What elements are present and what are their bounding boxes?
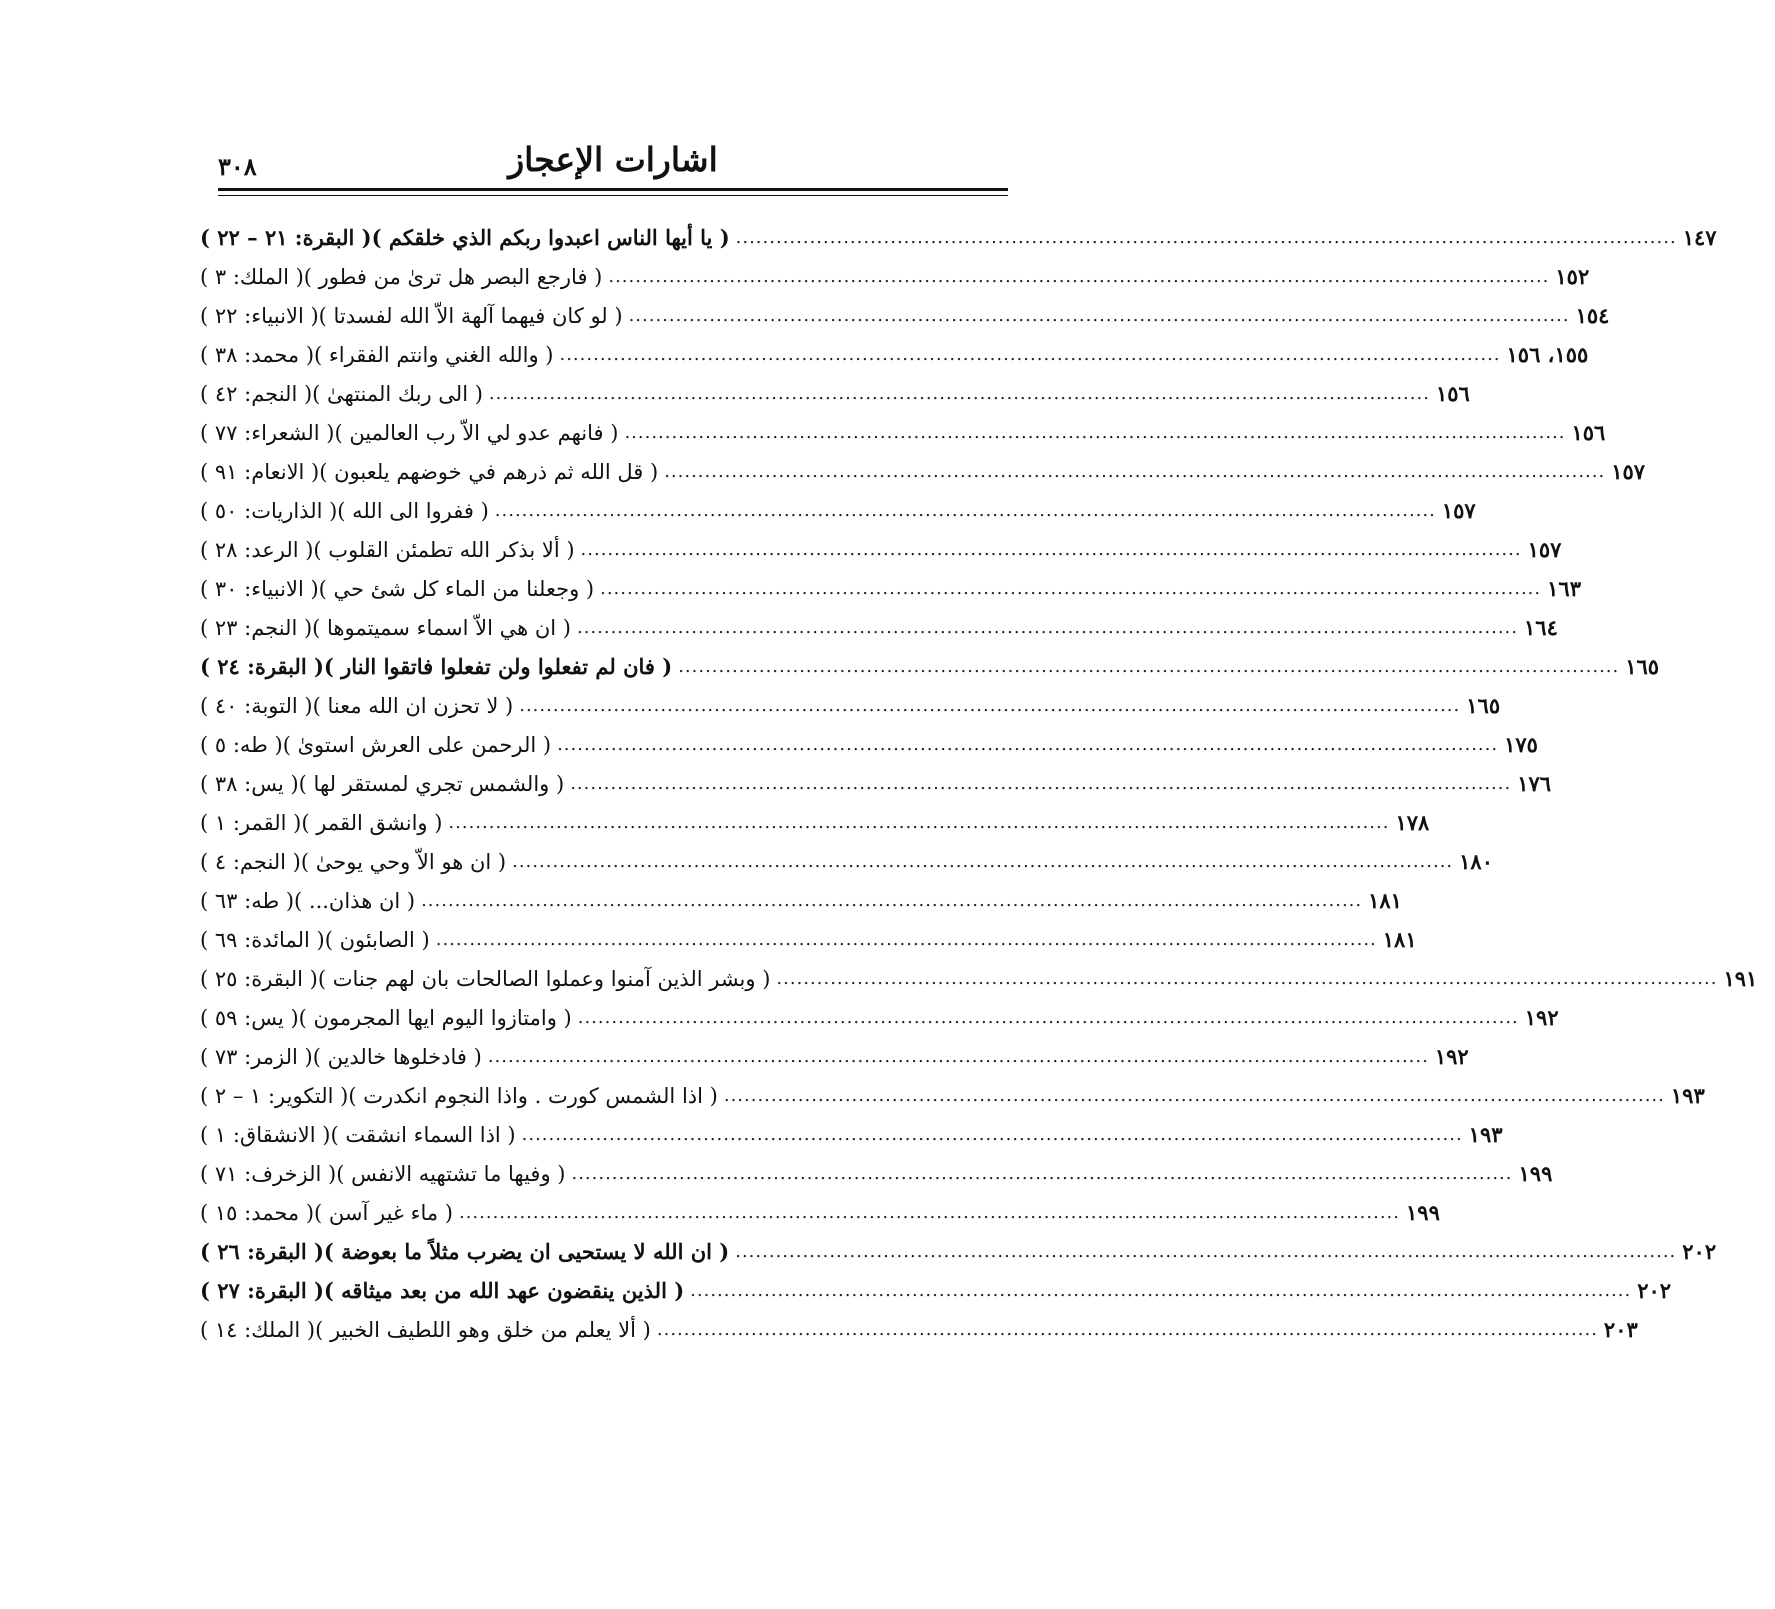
- entry-page-number: ١٥٢: [1555, 264, 1590, 289]
- verse-reference: ( والله الغني وانتم الفقراء )( محمد: ٣٨ ): [200, 342, 554, 367]
- dot-leader: ............................................................................................................................................: [690, 1280, 1632, 1301]
- dot-leader: ............................................................................................................................................: [678, 656, 1620, 677]
- dot-leader: ............................................................................................................................................: [723, 1085, 1665, 1106]
- index-entry: [200, 1037, 1469, 1076]
- verse-reference: ( وامتازوا اليوم ايها المجرمون )( يس: ٥٩ ): [200, 1005, 572, 1030]
- entry-page-number: ١٨١: [1368, 888, 1402, 913]
- verse-reference: ( ألا بذكر الله تطمئن القلوب )( الرعد: ٢٨ ): [200, 537, 575, 562]
- index-entry: [200, 374, 1470, 413]
- dot-leader: ............................................................................................................................................: [521, 1124, 1463, 1145]
- entry-page-number: ١٩٩: [1406, 1200, 1440, 1225]
- entry-page-number: ١٨١: [1382, 927, 1417, 952]
- verse-reference: ( فان لم تفعلوا ولن تفعلوا فاتقوا النار )( البقرة: ٢٤ ): [200, 654, 673, 679]
- dot-leader: ............................................................................................................................................: [512, 851, 1454, 872]
- index-entry: [200, 1115, 1503, 1154]
- index-entry: [200, 296, 1610, 335]
- entry-page-number: ٢٠٢: [1637, 1278, 1672, 1303]
- index-entry: [200, 764, 1552, 803]
- entry-page-number: ١٥٦: [1571, 420, 1606, 445]
- entry-page-number: ١٩٣: [1468, 1122, 1503, 1147]
- index-entry: [200, 413, 1606, 452]
- verse-reference: ( ان هي الاّ اسماء سميتموها )( النجم: ٢٣ ): [200, 615, 571, 640]
- dot-leader: ............................................................................................................................................: [559, 344, 1501, 365]
- dot-leader: ............................................................................................................................................: [494, 500, 1436, 521]
- dot-leader: ............................................................................................................................................: [571, 1163, 1513, 1184]
- entry-page-number: ١٧٥: [1504, 732, 1538, 757]
- dot-leader: ............................................................................................................................................: [421, 890, 1363, 911]
- entry-page-number: ١٨٠: [1459, 849, 1493, 874]
- index-entry: [200, 1232, 1717, 1271]
- verse-reference: ( الرحمن على العرش استوىٰ )( طه: ٥ ): [200, 732, 552, 757]
- index-entry: [200, 491, 1476, 530]
- entry-page-number: ١٦٥: [1466, 693, 1501, 718]
- dot-leader: ............................................................................................................................................: [557, 734, 1499, 755]
- index-entry: [200, 530, 1562, 569]
- verse-reference: ( وجعلنا من الماء كل شئ حي )( الانبياء: ٣٠ ): [200, 576, 595, 601]
- index-entry: [200, 1310, 1638, 1349]
- index-entry: [200, 569, 1581, 608]
- verse-reference: ( فارجع البصر هل ترىٰ من فطور )( الملك: ٣ ): [200, 264, 603, 289]
- verse-reference: ( وفيها ما تشتهيه الانفس )( الزخرف: ٧١ ): [200, 1161, 566, 1186]
- index-entry: [200, 1271, 1672, 1310]
- index-entry: [200, 725, 1538, 764]
- index-entry: [200, 803, 1430, 842]
- entry-page-number: ١٥٥، ١٥٦: [1506, 342, 1589, 367]
- entry-page-number: ١٦٣: [1547, 576, 1581, 601]
- index-entry: [200, 608, 1558, 647]
- verse-reference: ( فانهم عدو لي الاّ رب العالمين )( الشعراء: ٧٧ ): [200, 420, 619, 445]
- entry-page-number: ١٧٦: [1517, 771, 1552, 796]
- index-entry: [200, 920, 1417, 959]
- verse-reference: ( ففروا الى الله )( الذاريات: ٥٠ ): [200, 498, 489, 523]
- entry-page-number: ١٩٢: [1524, 1005, 1559, 1030]
- verse-reference: ( ان هو الاّ وحي يوحىٰ )( النجم: ٤ ): [200, 849, 507, 874]
- entry-page-number: ٢٠٣: [1603, 1317, 1638, 1342]
- entry-page-number: ١٧٨: [1395, 810, 1430, 835]
- index-entry: [200, 257, 1590, 296]
- entry-page-number: ١٦٤: [1524, 615, 1558, 640]
- index-entry: [200, 218, 1717, 257]
- dot-leader: ............................................................................................................................................: [628, 305, 1570, 326]
- page-number: ٣٠٨: [218, 152, 257, 181]
- dot-leader: ............................................................................................................................................: [577, 1007, 1519, 1028]
- dot-leader: ............................................................................................................................................: [487, 1046, 1429, 1067]
- verse-reference: ( ماء غير آسن )( محمد: ١٥ ): [200, 1200, 453, 1225]
- index-entry: [200, 335, 1589, 374]
- verse-reference: ( اذا السماء انشقت )( الانشقاق: ١ ): [200, 1122, 516, 1147]
- dot-leader: ............................................................................................................................................: [576, 617, 1519, 638]
- index-entry: [200, 452, 1646, 491]
- index-entry: [200, 881, 1402, 920]
- entry-page-number: ١٥٦: [1435, 381, 1470, 406]
- entry-page-number: ١٩٢: [1434, 1044, 1469, 1069]
- dot-leader: ............................................................................................................................................: [519, 695, 1461, 716]
- dot-leader: ............................................................................................................................................: [488, 383, 1430, 404]
- dot-leader: ............................................................................................................................................: [656, 1319, 1598, 1340]
- index-entry: [200, 1154, 1553, 1193]
- entry-page-number: ١٩١: [1723, 966, 1758, 991]
- dot-leader: ............................................................................................................................................: [580, 539, 1522, 560]
- verse-reference: ( لا تحزن ان الله معنا )( التوبة: ٤٠ ): [200, 693, 514, 718]
- dot-leader: ............................................................................................................................................: [664, 461, 1606, 482]
- verse-reference: ( الذين ينقضون عهد الله من بعد ميثاقه )( البقرة: ٢٧ ): [200, 1278, 685, 1303]
- verse-reference: ( ان هذان... )( طه: ٦٣ ): [200, 888, 416, 913]
- dot-leader: ............................................................................................................................................: [458, 1202, 1401, 1223]
- index-entry: [200, 1193, 1440, 1232]
- verse-reference: ( يا أيها الناس اعبدوا ربكم الذي خلقكم )( البقرة: ٢١ – ٢٢ ): [200, 225, 730, 250]
- verse-reference: ( ان الله لا يستحيى ان يضرب مثلاً ما بعوضة )( البقرة: ٢٦ ): [200, 1239, 730, 1264]
- index-entry: [200, 647, 1660, 686]
- dot-leader: ............................................................................................................................................: [600, 578, 1542, 599]
- entry-page-number: ١٥٧: [1527, 537, 1562, 562]
- entry-page-number: ٢٠٢: [1682, 1239, 1717, 1264]
- verse-reference: ( لو كان فيهما آلهة الاّ الله لفسدتا )( الانبياء: ٢٢ ): [200, 303, 623, 328]
- dot-leader: ............................................................................................................................................: [735, 227, 1677, 248]
- dot-leader: ............................................................................................................................................: [435, 929, 1377, 950]
- dot-leader: ............................................................................................................................................: [624, 422, 1566, 443]
- entry-page-number: ١٤٧: [1682, 225, 1717, 250]
- dot-leader: ............................................................................................................................................: [448, 812, 1390, 833]
- verse-reference: ( والشمس تجري لمستقر لها )( يس: ٣٨ ): [200, 771, 565, 796]
- header-rule-thick: [218, 188, 1008, 191]
- book-title: اشارات الإعجاز: [508, 140, 718, 179]
- entry-page-number: ١٩٣: [1670, 1083, 1705, 1108]
- verse-reference: ( ألا يعلم من خلق وهو اللطيف الخبير )( الملك: ١٤ ): [200, 1317, 651, 1342]
- verse-reference: ( الصابئون )( المائدة: ٦٩ ): [200, 927, 430, 952]
- verse-reference: ( فادخلوها خالدين )( الزمر: ٧٣ ): [200, 1044, 482, 1069]
- dot-leader: ............................................................................................................................................: [735, 1241, 1677, 1262]
- dot-leader: ............................................................................................................................................: [776, 968, 1718, 989]
- verse-reference: ( الى ربك المنتهىٰ )( النجم: ٤٢ ): [200, 381, 483, 406]
- entry-page-number: ١٦٥: [1625, 654, 1660, 679]
- index-entry: [200, 959, 1758, 998]
- verse-index-list: [200, 218, 1758, 1349]
- entry-page-number: ١٥٤: [1575, 303, 1610, 328]
- running-header: [218, 138, 1008, 188]
- index-entry: [200, 1076, 1705, 1115]
- verse-reference: ( قل الله ثم ذرهم في خوضهم يلعبون )( الانعام: ٩١ ): [200, 459, 659, 484]
- index-entry: [200, 686, 1501, 725]
- dot-leader: ............................................................................................................................................: [570, 773, 1512, 794]
- entry-page-number: ١٥٧: [1611, 459, 1646, 484]
- verse-reference: ( اذا الشمس كورت . واذا النجوم انكدرت )( التكوير: ١ – ٢ ): [200, 1083, 718, 1108]
- index-entry: [200, 998, 1559, 1037]
- verse-reference: ( وبشر الذين آمنوا وعملوا الصالحات بان لهم جنات )( البقرة: ٢٥ ): [200, 966, 771, 991]
- entry-page-number: ١٩٩: [1518, 1161, 1553, 1186]
- header-rule-thin: [218, 195, 1008, 196]
- verse-reference: ( وانشق القمر )( القمر: ١ ): [200, 810, 443, 835]
- dot-leader: ............................................................................................................................................: [608, 266, 1550, 287]
- index-entry: [200, 842, 1493, 881]
- entry-page-number: ١٥٧: [1441, 498, 1476, 523]
